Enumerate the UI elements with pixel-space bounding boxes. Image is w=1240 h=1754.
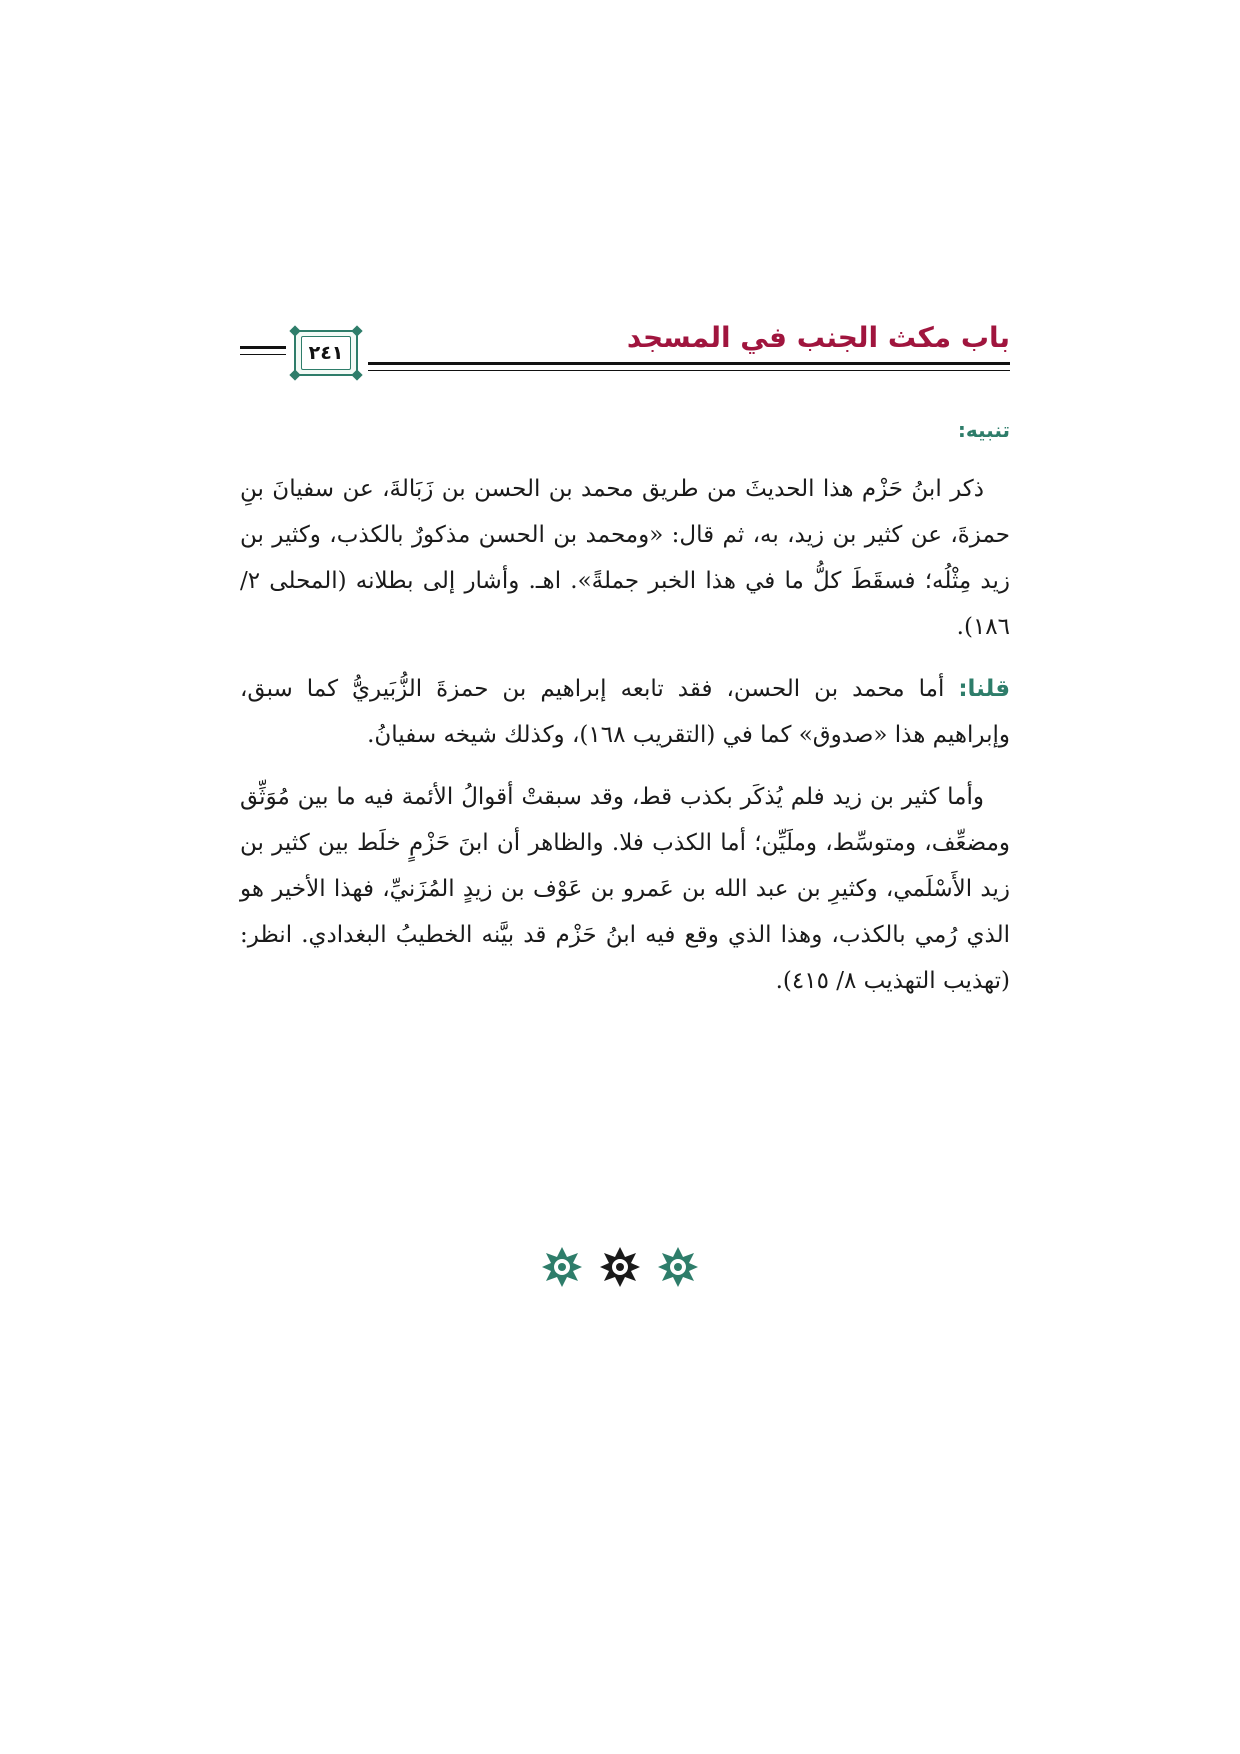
header-rule-left <box>240 346 286 349</box>
paragraph-2 <box>240 666 1010 758</box>
page-header <box>240 318 1010 388</box>
page-content <box>240 410 1010 1004</box>
paragraph-3: وأما كثير بن زيد فلم يُذكَر بكذب قط، وقد سبقتْ أقوالُ الأئمة فيه ما بين مُوَثِّق ومضعِّف، ومتوسِّط، وملَيِّن؛ أما الكذب فلا. والظاهر أن ابنَ حَزْمٍ خلَط بين كثير بن زيد الأَسْلَمي، وكثيرِ بن عبد الله بن عَمرو بن عَوْف بن زيدٍ المُزَنيِّ، فهذا الأخير هو الذي رُمي بالكذب، وهذا الذي وقع فيه ابنُ حَزْم قد بيَّنه الخطيبُ البغدادي. انظر: (تهذيب التهذيب ٨/ ٤١٥). <box>240 784 1010 994</box>
section-end-ornaments <box>0 1245 1240 1289</box>
star-ornament-icon <box>598 1245 642 1289</box>
header-rule-left-thin <box>240 354 286 355</box>
paragraph-1: ذكر ابنُ حَزْم هذا الحديثَ من طريق محمد بن الحسن بن زَبَالةَ، عن سفيانَ بنِ حمزةَ، عن كثير بن زيد، به، ثم قال: «ومحمد بن الحسن مذكورٌ بالكذب، وكثير بن زيد مِثْلُه؛ فسقَطَ كلُّ ما في هذا الخبر جملةً». اهـ. وأشار إلى بطلانه (المحلى ٢/ ١٨٦). <box>240 476 1010 640</box>
page-number-frame <box>294 330 358 376</box>
note-heading: تنبيه: <box>957 418 1010 442</box>
header-rule-right-thin <box>368 370 1010 371</box>
chapter-title: باب مكث الجنب في المسجد <box>626 321 1010 354</box>
star-ornament-icon <box>656 1245 700 1289</box>
paragraph-2-text: أما محمد بن الحسن، فقد تابعه إبراهيم بن حمزةَ الزُّبَيريُّ كما سبق، وإبراهيم هذا «صدوق» كما في (التقريب ١٦٨)، وكذلك شيخه سفيانُ. <box>240 676 1010 748</box>
header-rule-right <box>368 362 1010 365</box>
star-ornament-icon <box>540 1245 584 1289</box>
page-number: ٢٤١ <box>308 342 344 364</box>
qulna-label: قلنا: <box>958 676 1011 702</box>
